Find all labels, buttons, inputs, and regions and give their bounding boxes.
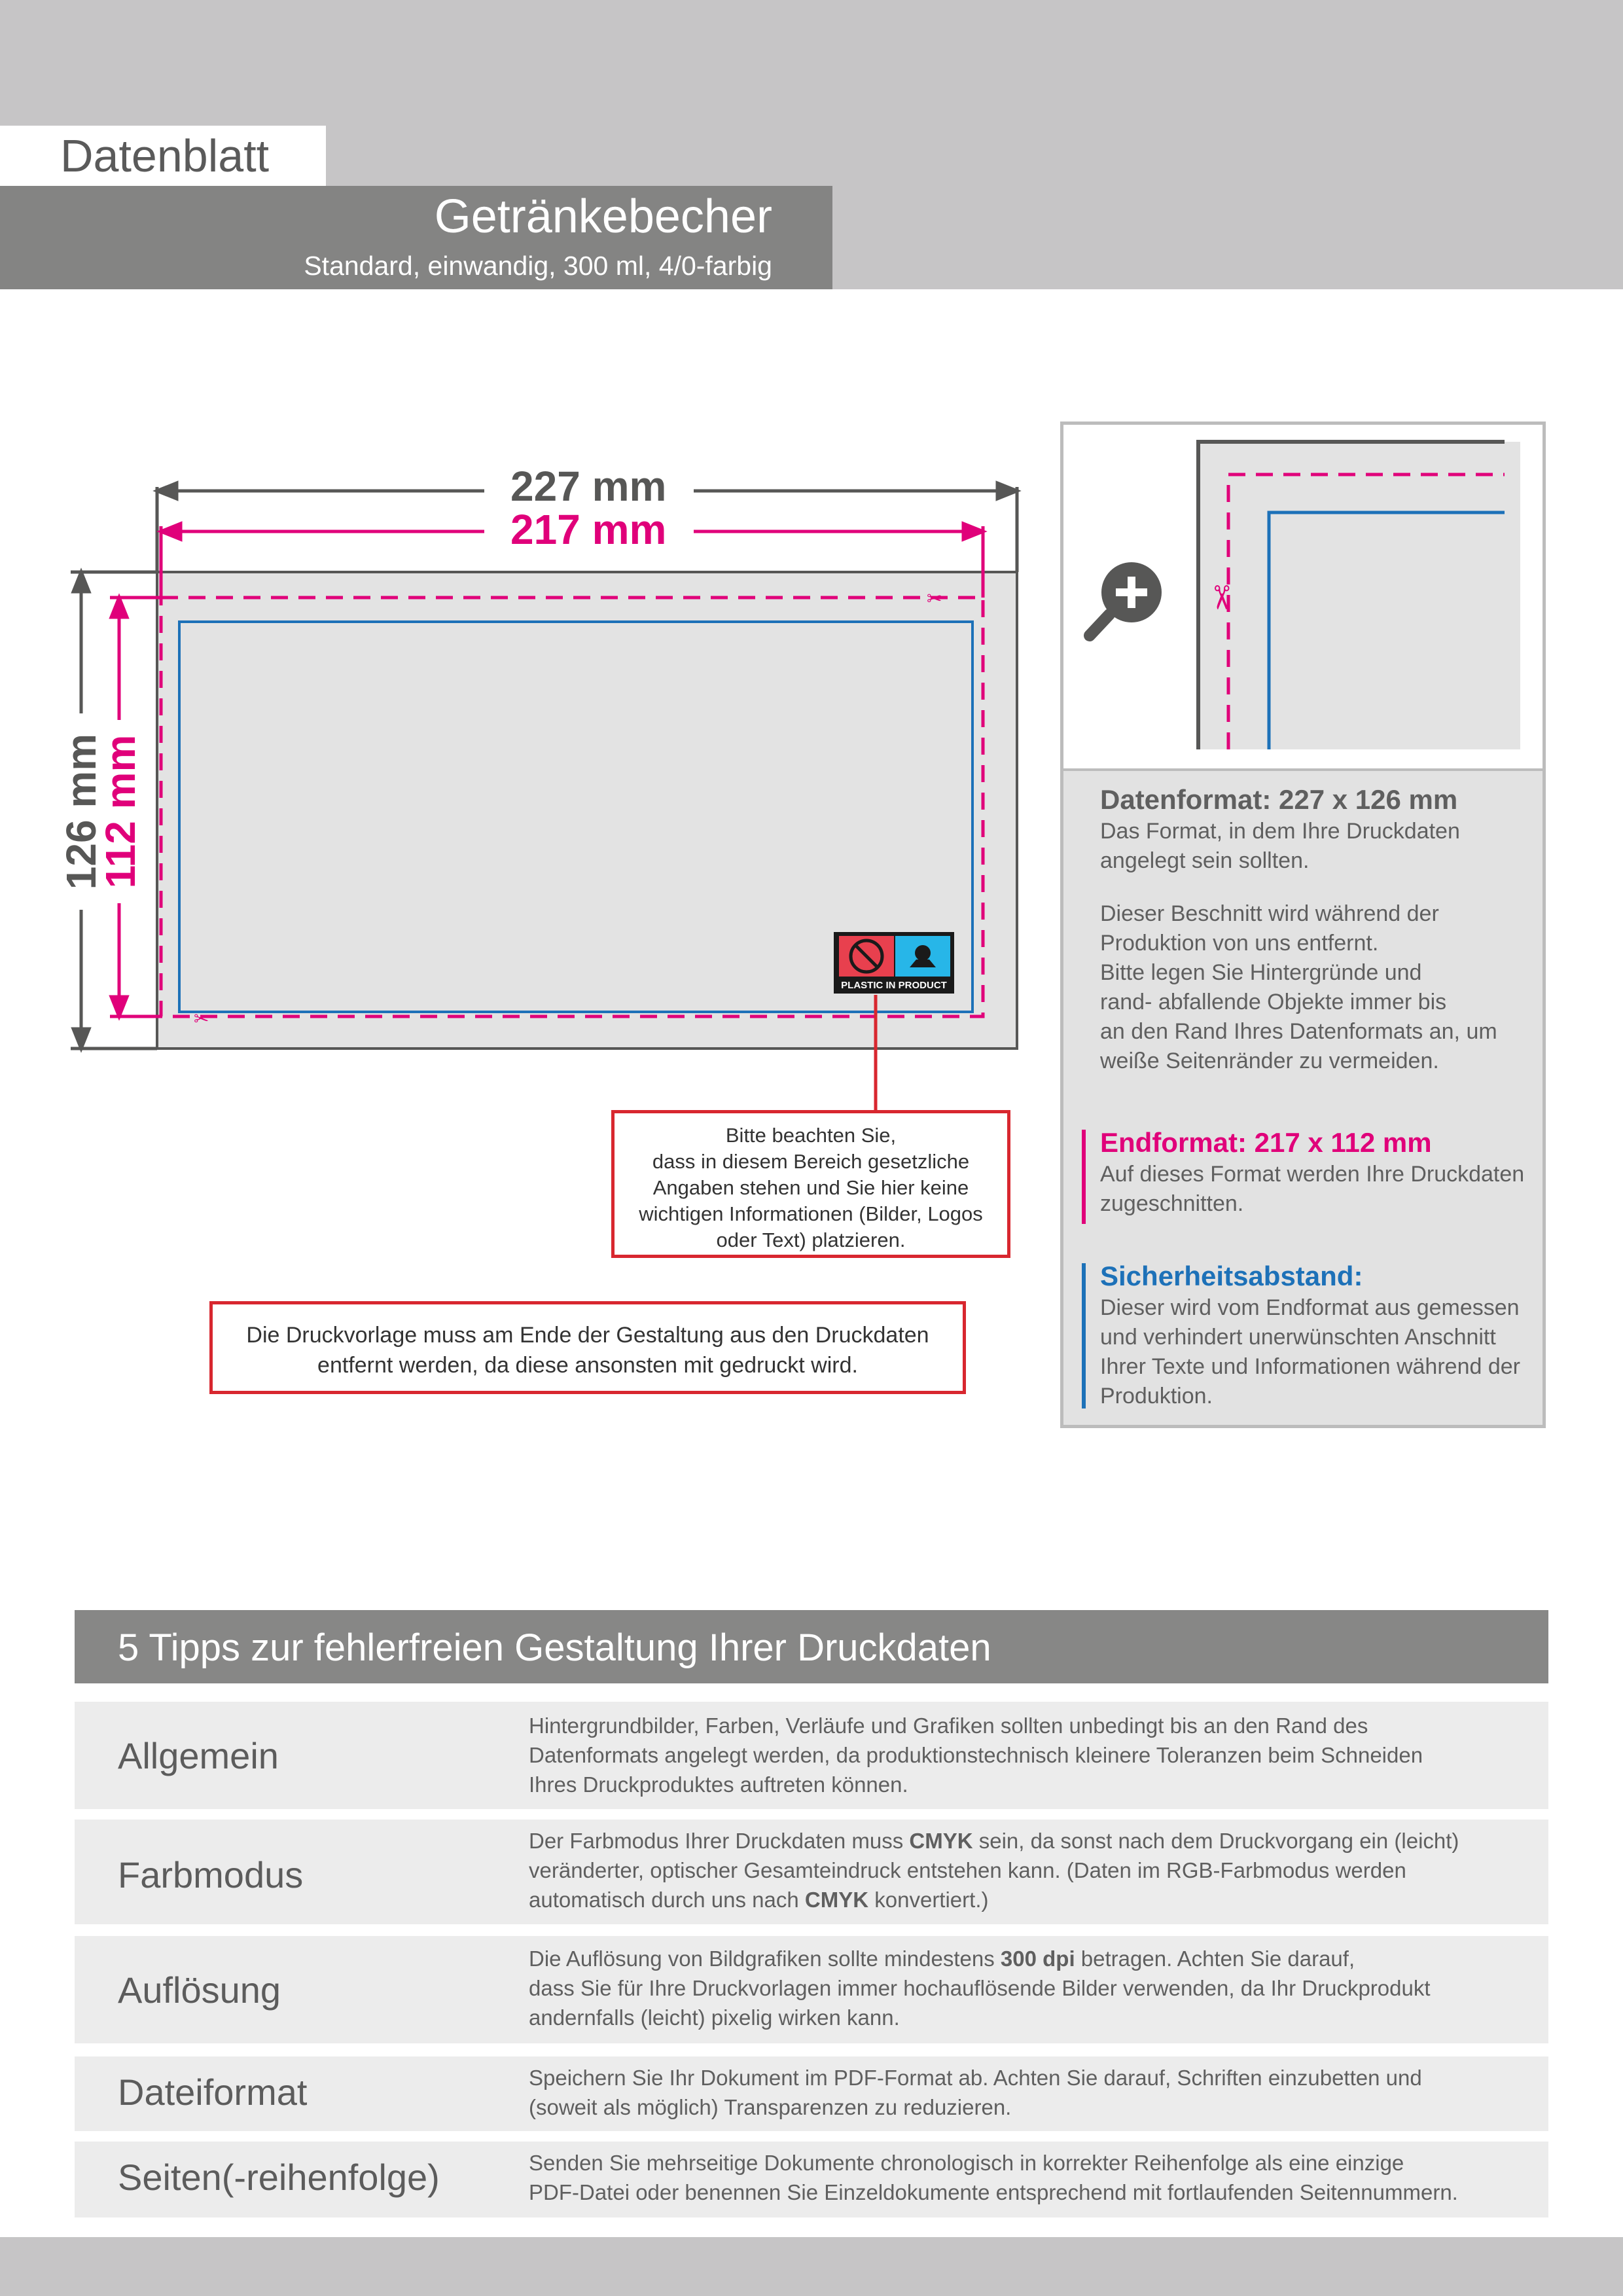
scissors-icon: ✂ <box>927 588 942 609</box>
note-line: dass in diesem Bereich gesetzliche <box>652 1150 970 1173</box>
tip-text <box>529 1826 1537 1914</box>
info-line: und verhindert unerwünschten Anschnitt <box>1100 1325 1496 1350</box>
tip-title: Farbmodus <box>118 1854 304 1895</box>
sicherheit-title: Sicherheitsabstand: <box>1100 1261 1363 1291</box>
tip-text <box>529 2148 1537 2207</box>
note-line: entfernt werden, da diese ansonsten mit gedruckt wird. <box>317 1353 858 1378</box>
tip-row-aufloesung <box>75 1936 1548 2043</box>
zoom-icon <box>1090 562 1162 636</box>
info-line: rand- abfallende Objekte immer bis <box>1100 990 1447 1014</box>
tip-line: dass Sie für Ihre Druckvorlagen immer hochauflösende Bilder verwenden, da Ihr Druckprodukt <box>529 1976 1431 2000</box>
tips-title: 5 Tipps zur fehlerfreien Gestaltung Ihrer Druckdaten <box>118 1626 991 1669</box>
height-inner-label: 112 mm <box>97 734 144 889</box>
tip-title: Allgemein <box>118 1735 279 1776</box>
tip-row-farbmodus <box>75 1820 1548 1924</box>
width-inner-label: 217 mm <box>510 506 667 553</box>
datenformat-title: Datenformat: 227 x 126 mm <box>1100 784 1458 815</box>
info-line: Das Format, in dem Ihre Druckdaten <box>1100 819 1460 844</box>
datenformat-block <box>1100 783 1545 876</box>
sicherheit-marker <box>1082 1263 1086 1408</box>
tip-line: PDF-Datei oder benennen Sie Einzeldokumente entsprechend mit fortlaufenden Seitennummern. <box>529 2180 1458 2204</box>
note-line: Bitte beachten Sie, <box>725 1124 897 1147</box>
legal-area-note <box>611 1110 1010 1258</box>
info-line: zugeschnitten. <box>1100 1191 1244 1216</box>
svg-text:PLASTIC IN PRODUCT: PLASTIC IN PRODUCT <box>841 980 947 991</box>
tip-line: (soweit als möglich) Transparenzen zu reduzieren. <box>529 2095 1012 2119</box>
tip-text <box>529 1711 1537 1799</box>
scissors-icon: ✂ <box>194 1009 209 1029</box>
tip-line: automatisch durch uns nach CMYK konvertiert.) <box>529 1888 989 1912</box>
scissors-icon: ✂ <box>1203 584 1240 611</box>
info-line: Auf dieses Format werden Ihre Druckdaten <box>1100 1162 1525 1187</box>
product-spec: Standard, einwandig, 300 ml, 4/0-farbig <box>304 251 772 281</box>
tip-line: Speichern Sie Ihr Dokument im PDF-Format ab. Achten Sie darauf, Schriften einzubetten und <box>529 2066 1422 2090</box>
note-line: Angaben stehen und Sie hier keine <box>652 1176 969 1199</box>
zoom-data-area <box>1198 442 1520 749</box>
endformat-title: Endformat: 217 x 112 mm <box>1100 1127 1432 1158</box>
plastic-in-product-label <box>834 932 954 994</box>
height-outer-label: 126 mm <box>58 733 105 890</box>
endformat-marker <box>1082 1130 1086 1224</box>
note-line: Die Druckvorlage muss am Ende der Gestaltung aus den Druckdaten <box>246 1323 929 1348</box>
info-line: Produktion. <box>1100 1384 1213 1408</box>
note-line: wichtigen Informationen (Bilder, Logos <box>639 1202 983 1225</box>
corner-zoom-detail <box>1063 425 1543 768</box>
tip-row-seiten <box>75 2142 1548 2217</box>
tip-title: Dateiformat <box>118 2072 308 2113</box>
tip-text <box>529 2063 1537 2122</box>
info-line: Produktion von uns entfernt. <box>1100 931 1379 956</box>
tip-line: andernfalls (leicht) pixelig wirken kann. <box>529 2005 900 2030</box>
width-outer-label: 227 mm <box>510 463 667 510</box>
doc-type-label: Datenblatt <box>60 130 270 181</box>
beschnitt-block <box>1100 899 1545 1076</box>
info-line: Dieser wird vom Endformat aus gemessen <box>1100 1295 1520 1320</box>
tips-header <box>75 1610 1548 1683</box>
tip-line: Datenformats angelegt werden, da produktionstechnisch kleinere Toleranzen beim Schneiden <box>529 1743 1423 1767</box>
tip-line: veränderter, optischer Gesamteindruck entstehen kann. (Daten im RGB-Farbmodus werden <box>529 1858 1406 1882</box>
tip-line: Senden Sie mehrseitige Dokumente chronologisch in korrekter Reihenfolge als eine einzige <box>529 2151 1404 2175</box>
info-text-area <box>1063 768 1543 1425</box>
tip-row-dateiformat <box>75 2056 1548 2131</box>
sicherheit-block <box>1100 1259 1545 1411</box>
info-line: angelegt sein sollten. <box>1100 848 1310 873</box>
tip-text <box>529 1944 1537 2032</box>
endformat-block <box>1100 1126 1545 1219</box>
turtle-icon <box>915 945 931 961</box>
footer-band <box>0 2237 1623 2296</box>
tip-title: Auflösung <box>118 1969 281 2011</box>
tip-line: Die Auflösung von Bildgrafiken sollte mindestens 300 dpi betragen. Achten Sie darauf, <box>529 1946 1355 1971</box>
info-line: an den Rand Ihres Datenformats an, um <box>1100 1019 1497 1044</box>
note-line: oder Text) platzieren. <box>716 1229 906 1251</box>
info-line: Bitte legen Sie Hintergründe und <box>1100 960 1422 985</box>
info-line: weiße Seitenränder zu vermeiden. <box>1100 1049 1439 1073</box>
remove-template-note <box>209 1301 966 1394</box>
tip-line: Der Farbmodus Ihrer Druckdaten muss CMYK sein, da sonst nach dem Druckvorgang ein (leicht) <box>529 1829 1459 1853</box>
tip-line: Hintergrundbilder, Farben, Verläufe und Grafiken sollten unbedingt bis an den Rand des <box>529 1713 1368 1738</box>
tip-title: Seiten(-reihenfolge) <box>118 2157 440 2198</box>
product-name: Getränkebecher <box>434 190 772 243</box>
tip-row-allgemein <box>75 1702 1548 1809</box>
info-line: Ihrer Texte und Informationen während der <box>1100 1354 1520 1379</box>
tip-line: Ihres Druckproduktes auftreten können. <box>529 1772 908 1797</box>
info-line: Dieser Beschnitt wird während der <box>1100 901 1439 926</box>
